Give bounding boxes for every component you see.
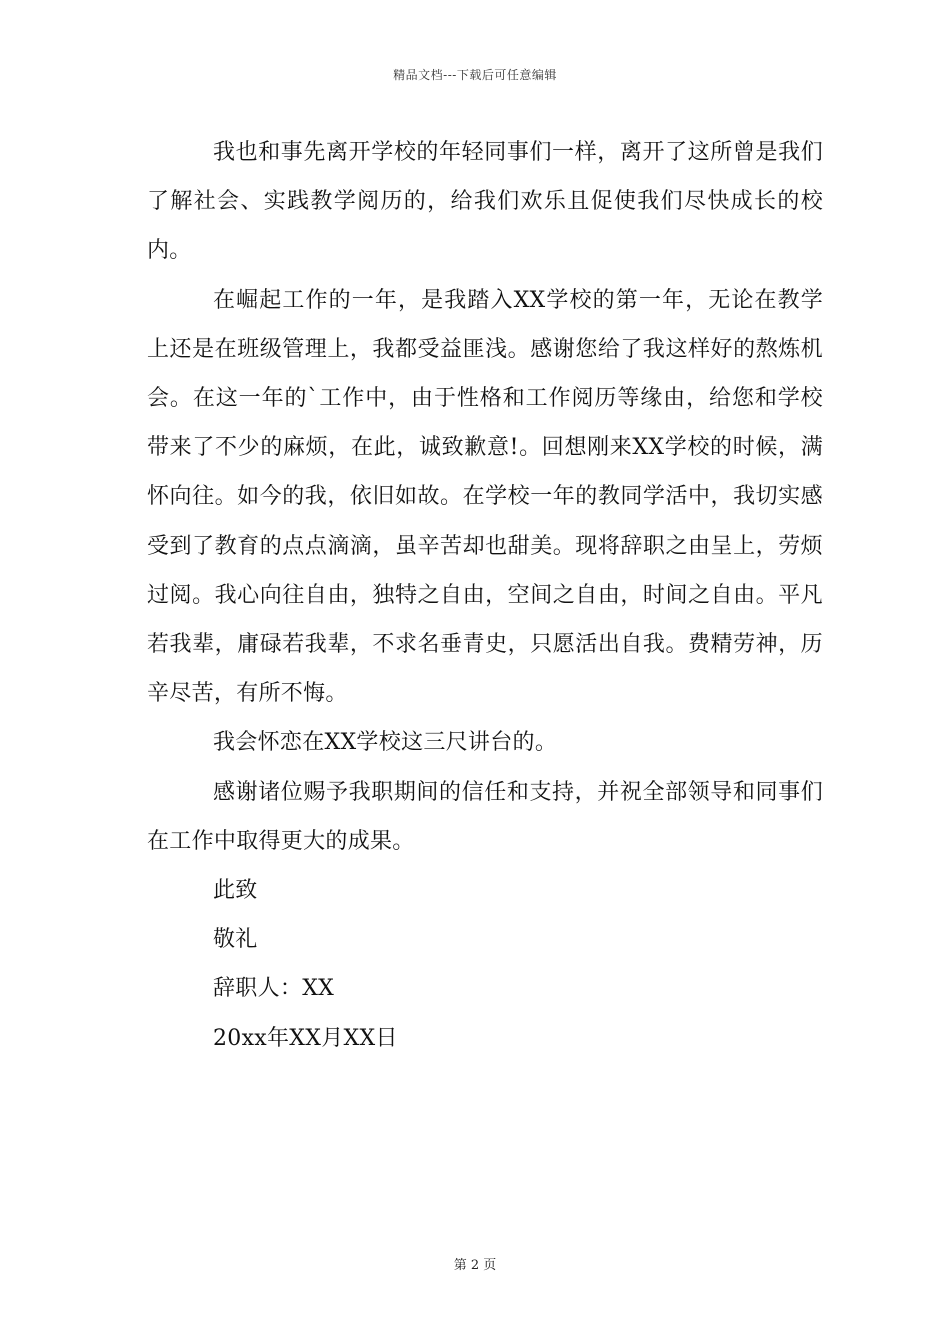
signature: 辞职人：XX (213, 976, 335, 1002)
page-number: 第 2 页 (453, 1258, 497, 1273)
closing-regards: 敬礼 (213, 927, 258, 953)
date: 20xx年XX月XX日 (213, 1025, 398, 1051)
paragraph: 在崛起工作的一年，是我踏入XX学校的第一年，无论在教学上还是在班级管理上，我都受益匪浅。感谢您给了我这样好的熬炼机会。在这一年的`工作中，由于性格和工作阅历等缘由，给您和学校带来了不少的麻烦，在此，诚致歉意!。回想刚来XX学校的时候，满怀向往。如今的我，依旧如故。在学校一年的教同学活中，我切实感受到了教育的点点滴滴，虽辛苦却也甜美。现将辞职之由呈上，劳烦过阅。我心向往自由，独特之自由，空间之自由，时间之自由。平凡若我辈，庸碌若我辈，不求名垂青史，只愿活出自我。费精劳神，历辛尽苦，有所不悔。 (147, 287, 823, 707)
paragraph: 我会怀恋在XX学校这三尺讲台的。 (213, 730, 558, 756)
paragraph: 我也和事先离开学校的年轻同事们一样，离开了这所曾是我们了解社会、实践教学阅历的，给我们欢乐且促使我们尽快成长的校内。 (147, 140, 823, 264)
document-header: 精品文档---下载后可任意编辑 (393, 68, 557, 82)
closing-salutation: 此致 (213, 878, 258, 904)
letter-body (147, 128, 823, 1063)
paragraph: 感谢诸位赐予我职期间的信任和支持，并祝全部领导和同事们在工作中取得更大的成果。 (147, 779, 823, 854)
